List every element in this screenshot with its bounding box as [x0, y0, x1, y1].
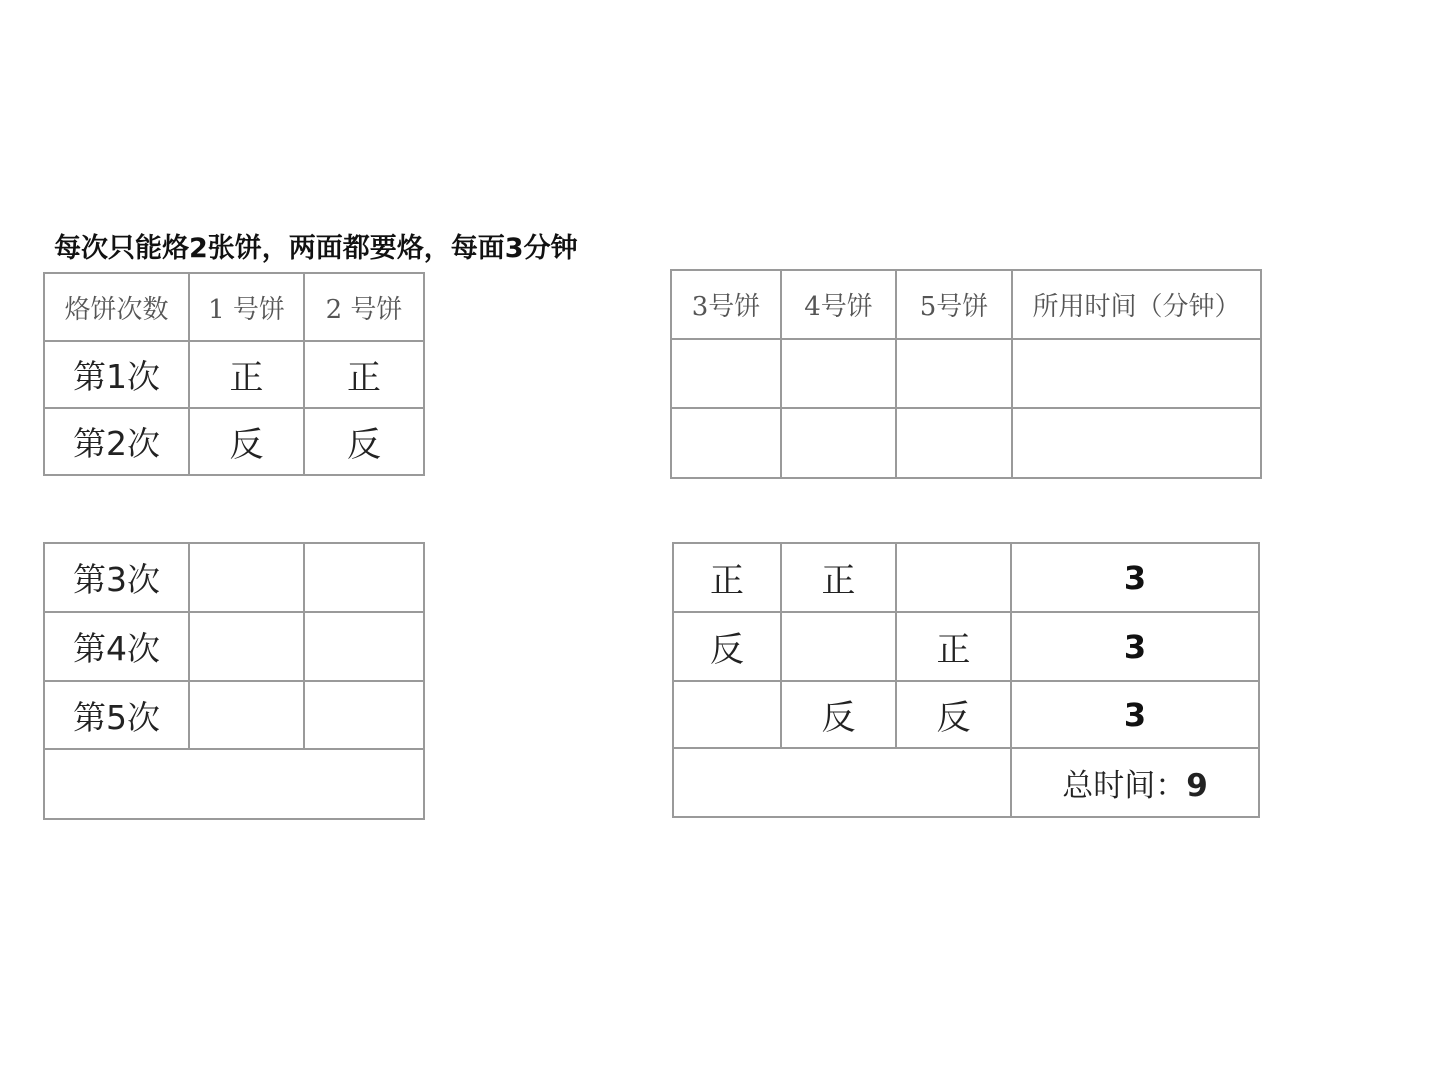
header-cake-5: 5号饼 — [896, 270, 1012, 339]
cell-r3-cake3 — [673, 681, 781, 748]
header-cake-2: 2 号饼 — [304, 273, 424, 341]
cell-empty — [1012, 408, 1261, 478]
row-label-round-4: 第4次 — [44, 612, 189, 681]
cell-r3-cake5: 反 — [896, 681, 1011, 748]
instruction-text: 每次只能烙2张饼，两面都要烙，每面3分钟 — [54, 233, 578, 264]
header-cake-1: 1 号饼 — [189, 273, 304, 341]
cell-round3-b — [304, 543, 424, 612]
pancake-table-cakes-3-5-top — [670, 269, 1262, 479]
cell-round1-cake2: 正 — [304, 341, 424, 408]
cell-r3-time: 3 — [1011, 681, 1259, 748]
cell-empty — [781, 339, 896, 408]
cell-round2-cake2: 反 — [304, 408, 424, 475]
cell-r1-cake3: 正 — [673, 543, 781, 612]
cell-empty — [781, 408, 896, 478]
cell-empty — [671, 408, 781, 478]
cell-empty — [896, 408, 1012, 478]
pancake-table-rounds-3-5 — [43, 542, 425, 820]
pancake-table-cakes-3-5-answer — [672, 542, 1260, 818]
cell-round4-a — [189, 612, 304, 681]
pancake-table-rounds-1-2 — [43, 272, 425, 476]
cell-round5-a — [189, 681, 304, 749]
header-round-count: 烙饼次数 — [44, 273, 189, 341]
blank-cell — [673, 748, 1011, 817]
row-label-round-2: 第2次 — [44, 408, 189, 475]
cell-round3-a — [189, 543, 304, 612]
cell-r2-cake4 — [781, 612, 896, 681]
cell-round1-cake1: 正 — [189, 341, 304, 408]
row-label-round-1: 第1次 — [44, 341, 189, 408]
row-label-round-3: 第3次 — [44, 543, 189, 612]
total-time-cell — [1011, 748, 1259, 817]
cell-r1-cake5 — [896, 543, 1011, 612]
cell-r2-cake3: 反 — [673, 612, 781, 681]
cell-r1-time: 3 — [1011, 543, 1259, 612]
total-time-value: 9 — [1186, 768, 1208, 804]
cell-r3-cake4: 反 — [781, 681, 896, 748]
cell-empty — [896, 339, 1012, 408]
header-cake-3: 3号饼 — [671, 270, 781, 339]
blank-total-row — [44, 749, 424, 819]
cell-empty — [671, 339, 781, 408]
cell-empty — [1012, 339, 1261, 408]
cell-round4-b — [304, 612, 424, 681]
cell-r1-cake4: 正 — [781, 543, 896, 612]
header-time-used: 所用时间（分钟） — [1012, 270, 1261, 339]
cell-r2-time: 3 — [1011, 612, 1259, 681]
header-cake-4: 4号饼 — [781, 270, 896, 339]
row-label-round-5: 第5次 — [44, 681, 189, 749]
cell-r2-cake5: 正 — [896, 612, 1011, 681]
total-time-label: 总时间： — [1062, 768, 1187, 804]
cell-round5-b — [304, 681, 424, 749]
cell-round2-cake1: 反 — [189, 408, 304, 475]
